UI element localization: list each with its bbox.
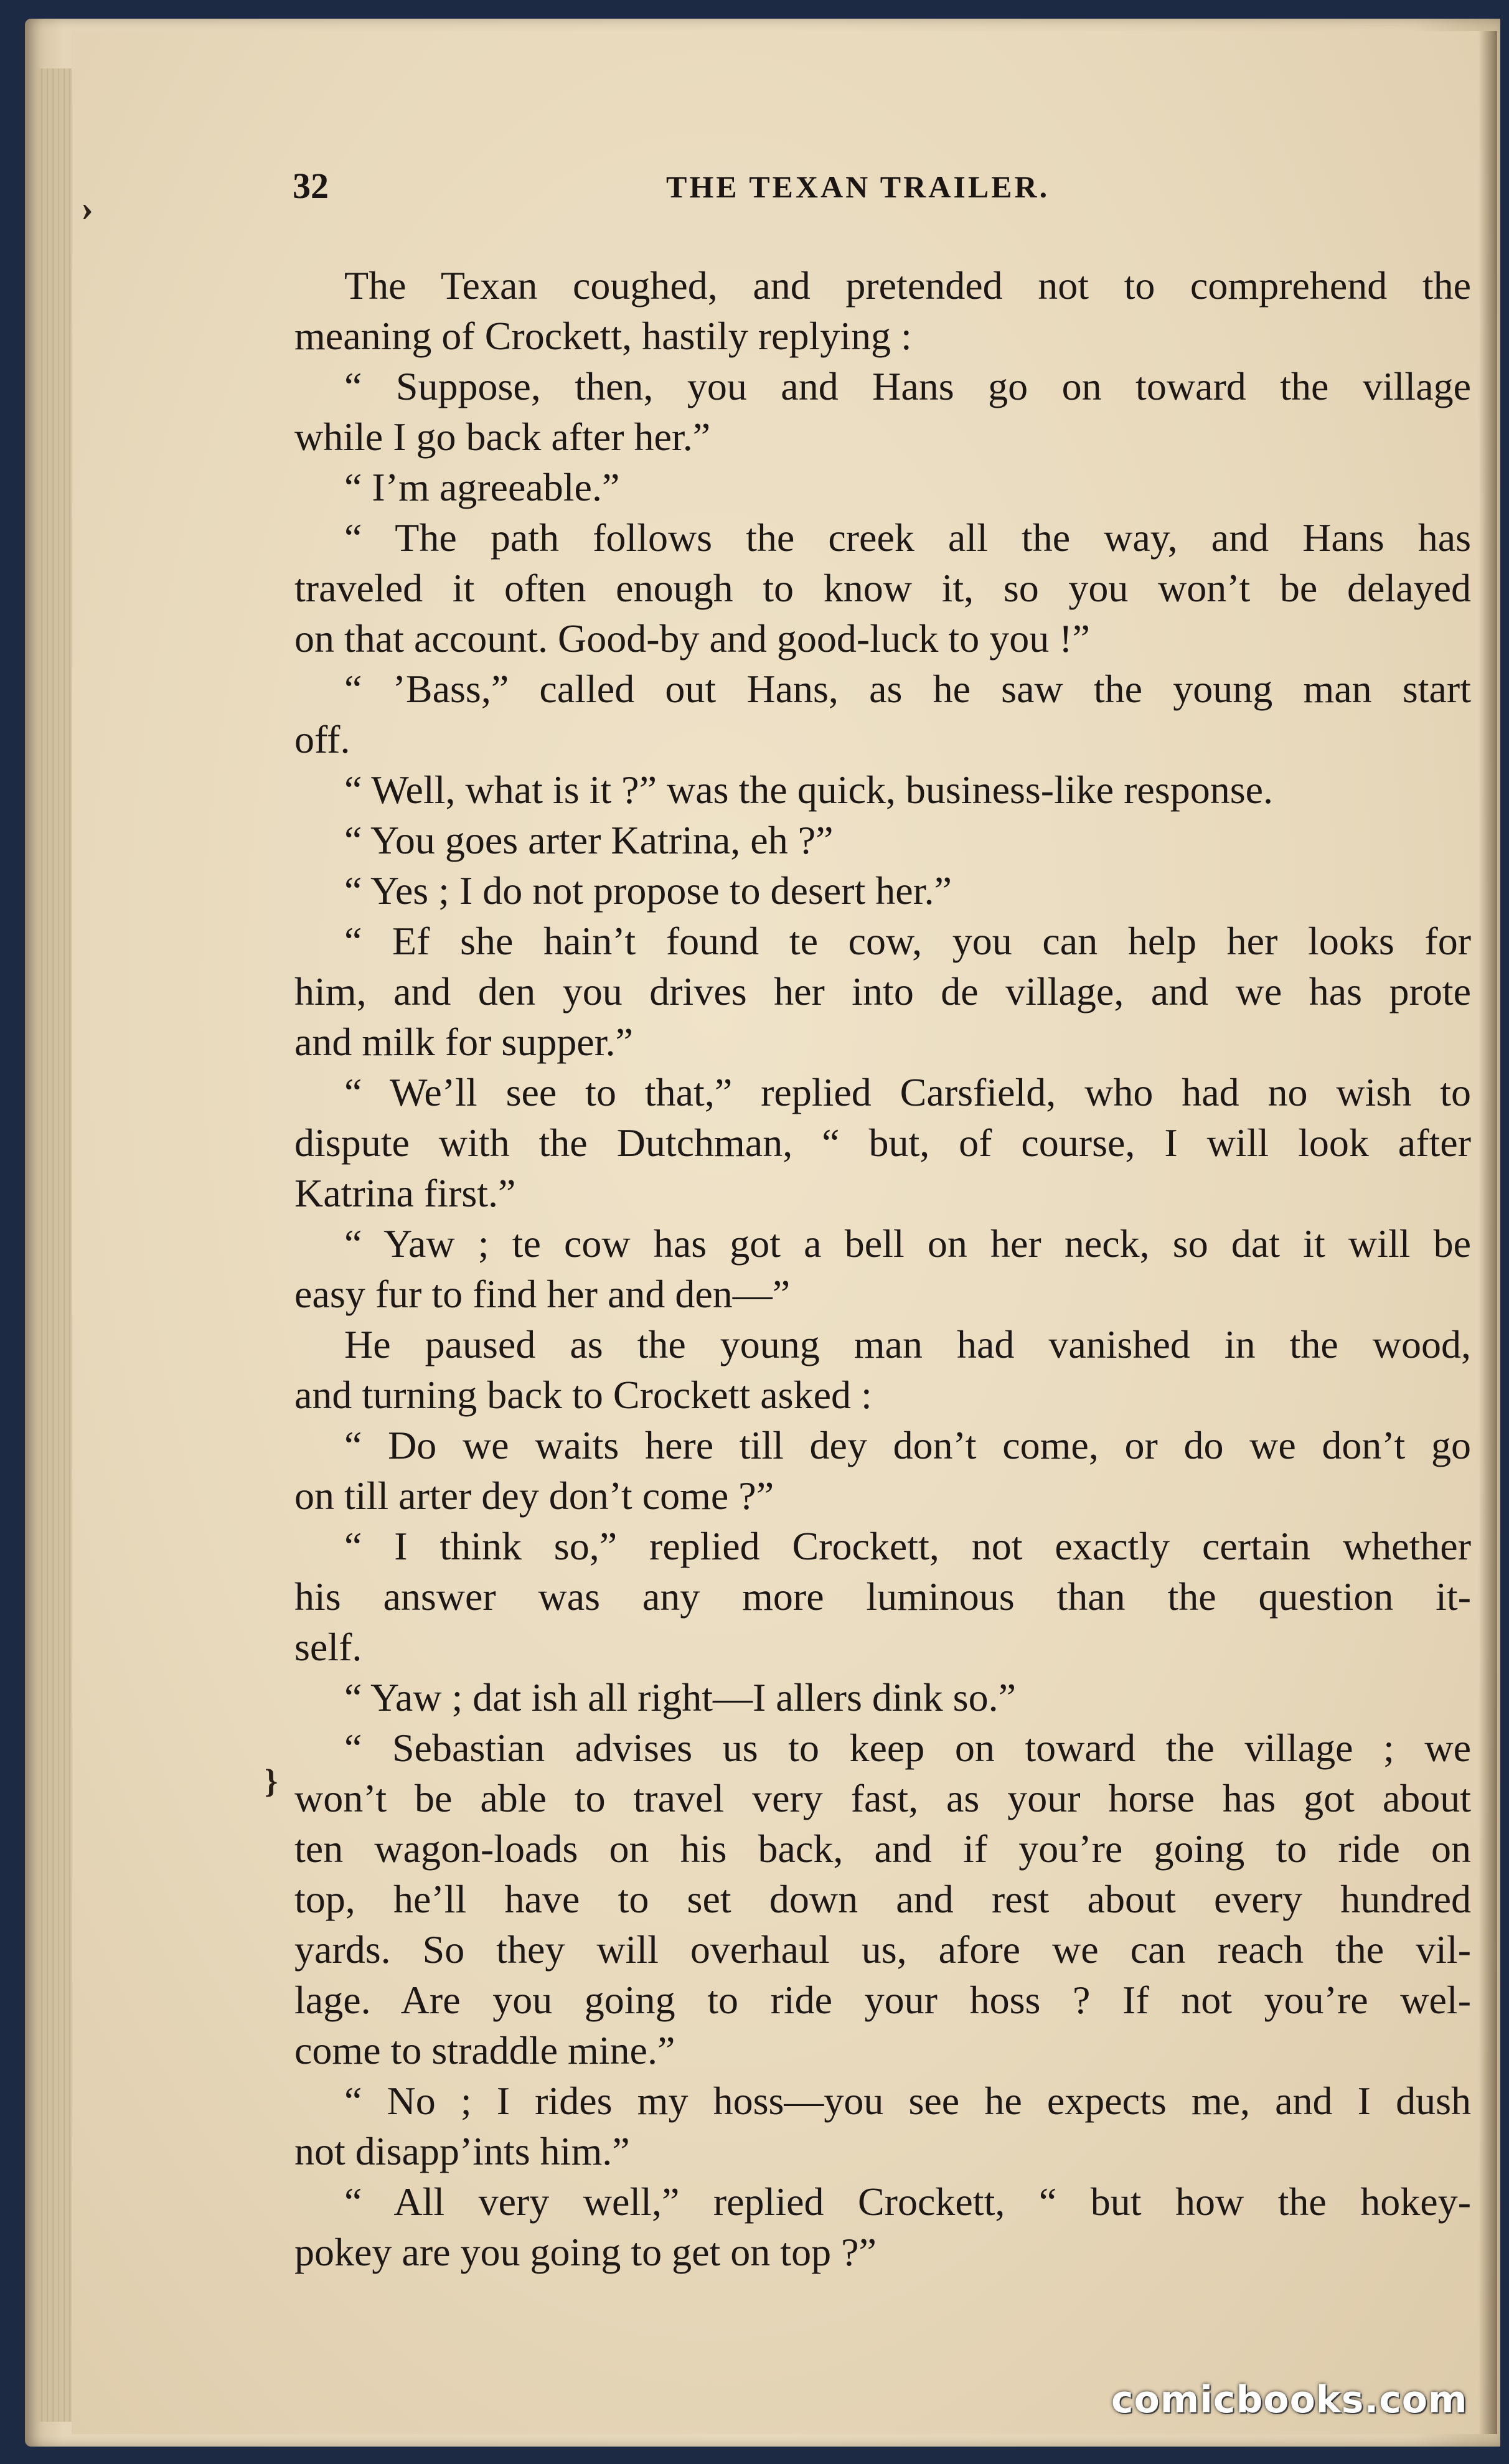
text-line: He paused as the young man had vanished in the wood, [344, 1322, 1471, 1366]
text-line: on till arter dey don’t come ?” [294, 1474, 774, 1518]
text-line: top, he’ll have to set down and rest about every hundred [294, 1877, 1471, 1921]
text-line: lage. Are you going to ride your hoss ? If not you’re wel- [294, 1978, 1471, 2022]
watermark-logo: comicbooks.com [1111, 2378, 1468, 2422]
text-line: easy fur to find her and den—” [294, 1272, 791, 1316]
text-line: on that account. Good-by and good-luck to you !” [294, 616, 1090, 661]
text-line: “ You goes arter Katrina, eh ?” [344, 818, 834, 862]
text-line: while I go back after her.” [294, 415, 711, 459]
text-line: self. [294, 1625, 362, 1669]
text-line: and milk for supper.” [294, 1020, 633, 1064]
text-line: “ Well, what is it ?” was the quick, business-like response. [344, 768, 1273, 812]
text-line: and turning back to Crockett asked : [294, 1373, 872, 1417]
text-line: come to straddle mine.” [294, 2028, 675, 2072]
text-line: traveled it often enough to know it, so you won’t be delayed [294, 566, 1471, 610]
text-line: “ I’m agreeable.” [344, 465, 620, 509]
margin-mark: › [81, 187, 93, 228]
text-line: dispute with the Dutchman, “ but, of course, I will look after [294, 1121, 1471, 1165]
text-line: “ Suppose, then, you and Hans go on toward the village [344, 364, 1471, 408]
text-line: not disapp’ints him.” [294, 2129, 630, 2173]
text-line: him, and den you drives her into de village, and we has prote [294, 969, 1471, 1013]
body-text [294, 260, 1471, 2277]
text-line: “ Yes ; I do not propose to desert her.” [344, 868, 952, 913]
text-line: “ Do we waits here till dey don’t come, or do we don’t go [344, 1423, 1471, 1467]
running-head [293, 165, 1413, 209]
text-line: meaning of Crockett, hastily replying : [294, 314, 912, 358]
text-line: ten wagon-loads on his back, and if you’re going to ride on [294, 1827, 1471, 1871]
text-line: The Texan coughed, and pretended not to comprehend the [344, 263, 1471, 308]
text-line: “ Yaw ; te cow has got a bell on her neck, so dat it will be [344, 1221, 1471, 1266]
text-line: “ Ef she hain’t found te cow, you can help her looks for [344, 919, 1471, 963]
text-line: “ Yaw ; dat ish all right—I allers dink so.” [344, 1675, 1016, 1719]
text-line: “ ’Bass,” called out Hans, as he saw the young man start [344, 667, 1471, 711]
text-line: “ All very well,” replied Crockett, “ but how the hokey- [344, 2180, 1471, 2224]
text-line: his answer was any more luminous than the question it- [294, 1574, 1471, 1619]
text-line: “ Sebastian advises us to keep on toward the village ; we [344, 1726, 1471, 1770]
text-line: pokey are you going to get on top ?” [294, 2230, 877, 2274]
margin-mark: } [265, 1762, 278, 1800]
text-line: “ We’ll see to that,” replied Carsfield, who had no wish to [344, 1070, 1471, 1114]
text-line: won’t be able to travel very fast, as your horse has got about [294, 1776, 1471, 1820]
book-spine-shadow [1478, 31, 1497, 2434]
running-title: THE TEXAN TRAILER. [666, 169, 1050, 204]
text-line: “ The path follows the creek all the way, and Hans has [344, 515, 1471, 560]
page-number: 32 [293, 166, 329, 206]
text-line: off. [294, 717, 350, 761]
text-line: yards. So they will overhaul us, afore we can reach the vil- [294, 1927, 1471, 1972]
text-line: “ I think so,” replied Crockett, not exactly certain whether [344, 1524, 1471, 1568]
text-line: “ No ; I rides my hoss—you see he expects me, and I dush [344, 2079, 1471, 2123]
text-line: Katrina first.” [294, 1171, 516, 1215]
page-edges [37, 68, 72, 2422]
